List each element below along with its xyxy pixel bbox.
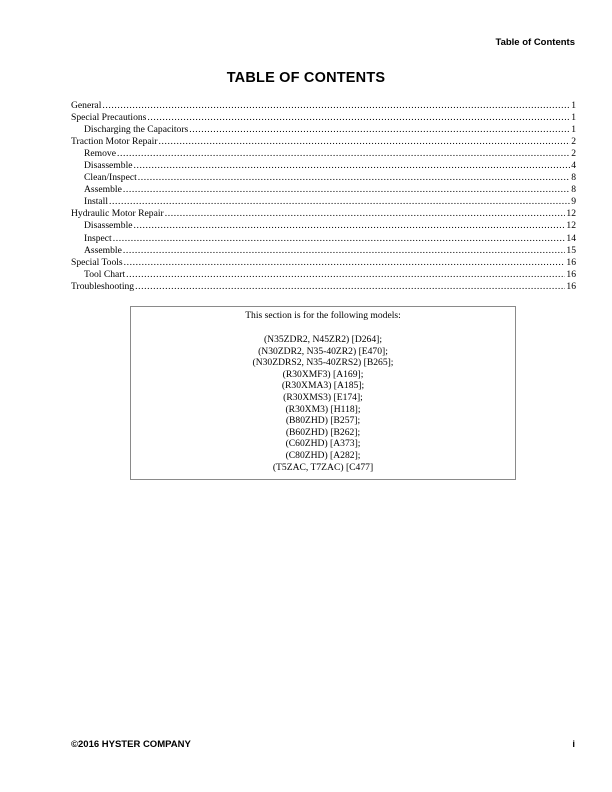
models-box (130, 306, 516, 480)
toc-entry[interactable] (71, 269, 576, 281)
table-of-contents (71, 100, 576, 293)
toc-entry[interactable] (71, 281, 576, 293)
toc-entry-page: 15 (566, 244, 576, 256)
toc-entry-label: General (71, 100, 102, 111)
toc-leader-dots (102, 100, 570, 112)
footer-page-number: i (572, 739, 575, 750)
toc-entry[interactable] (71, 245, 576, 257)
toc-leader-dots (134, 160, 571, 172)
toc-entry-page: 14 (566, 232, 576, 244)
page-title: TABLE OF CONTENTS (226, 70, 386, 86)
toc-entry-page: 16 (566, 268, 576, 280)
toc-entry[interactable] (71, 148, 576, 160)
toc-entry[interactable] (71, 208, 576, 220)
toc-entry-label: Traction Motor Repair (71, 136, 158, 148)
toc-entry-label: Assemble (84, 184, 122, 196)
model-line: (N30ZDRS2, N35-40ZRS2) [B265]; (252, 357, 394, 369)
toc-entry[interactable] (71, 124, 576, 136)
toc-entry-label: Hydraulic Motor Repair (71, 208, 164, 220)
toc-entry-label: Special Tools (71, 256, 123, 268)
models-intro: This section is for the following models: (245, 310, 401, 321)
toc-entry-label: Special Precautions (71, 112, 147, 124)
model-line: (R30XMS3) [E174]; (283, 391, 363, 403)
toc-leader-dots (117, 148, 570, 160)
toc-entry-page: 4 (571, 160, 576, 172)
model-line: (R30XMA3) [A185]; (281, 380, 365, 392)
toc-entry-label: Install (84, 196, 108, 208)
toc-leader-dots (147, 112, 570, 124)
toc-leader-dots (134, 220, 566, 232)
model-line: (C80ZHD) [A282]; (285, 449, 361, 461)
toc-entry[interactable] (71, 172, 576, 184)
model-line: (R30XM3) [H118]; (285, 403, 361, 415)
toc-entry[interactable] (71, 184, 576, 196)
model-line: (B60ZHD) [B262]; (285, 426, 361, 438)
toc-entry-label: Clean/Inspect (84, 172, 137, 184)
toc-entry-page: 16 (566, 280, 576, 292)
toc-entry-page: 9 (571, 196, 576, 208)
toc-entry-label: Tool Chart (84, 268, 126, 280)
toc-entry[interactable] (71, 136, 576, 148)
toc-entry-page: 2 (571, 148, 576, 160)
models-list (131, 334, 515, 473)
toc-leader-dots (126, 269, 565, 281)
toc-leader-dots (138, 172, 570, 184)
toc-leader-dots (109, 196, 570, 208)
toc-leader-dots (123, 245, 566, 257)
toc-entry-label: Inspect (84, 232, 112, 244)
toc-entry-page: 1 (571, 124, 576, 136)
toc-entry-label: Disassemble (84, 220, 133, 232)
toc-entry-page: 12 (566, 220, 576, 232)
toc-leader-dots (123, 184, 570, 196)
toc-leader-dots (165, 208, 566, 220)
toc-entry-label: Disassemble (84, 160, 133, 172)
toc-entry-label: Troubleshooting (71, 280, 135, 292)
model-line: (C60ZHD) [A373]; (285, 438, 361, 450)
toc-entry[interactable] (71, 160, 576, 172)
toc-leader-dots (135, 281, 565, 293)
toc-entry[interactable] (71, 257, 576, 269)
toc-entry[interactable] (71, 196, 576, 208)
toc-entry-page: 16 (566, 256, 576, 268)
toc-leader-dots (189, 124, 570, 136)
toc-entry-page: 1 (571, 112, 576, 124)
toc-entry-label: Discharging the Capacitors (84, 124, 189, 136)
toc-leader-dots (159, 136, 571, 148)
toc-leader-dots (113, 233, 566, 245)
model-line: (N30ZDR2, N35-40ZR2) [E470]; (258, 345, 388, 357)
toc-leader-dots (124, 257, 566, 269)
toc-entry-page: 8 (571, 172, 576, 184)
model-line: (N35ZDR2, N45ZR2) [D264]; (263, 334, 383, 345)
toc-entry[interactable] (71, 100, 576, 112)
model-line: (B80ZHD) [B257]; (285, 415, 361, 427)
model-line: (T5ZAC, T7ZAC) [C477] (272, 461, 374, 473)
model-line: (R30XMF3) [A169]; (282, 368, 364, 380)
toc-entry-page: 12 (566, 208, 576, 220)
toc-entry-page: 1 (571, 100, 576, 111)
toc-entry-page: 2 (571, 136, 576, 148)
footer-copyright: ©2016 HYSTER COMPANY (71, 739, 191, 750)
toc-entry-label: Remove (84, 148, 116, 160)
toc-entry-label: Assemble (84, 244, 122, 256)
toc-entry[interactable] (71, 220, 576, 232)
toc-entry[interactable] (71, 233, 576, 245)
toc-entry[interactable] (71, 112, 576, 124)
running-header: Table of Contents (495, 37, 575, 48)
toc-entry-page: 8 (571, 184, 576, 196)
